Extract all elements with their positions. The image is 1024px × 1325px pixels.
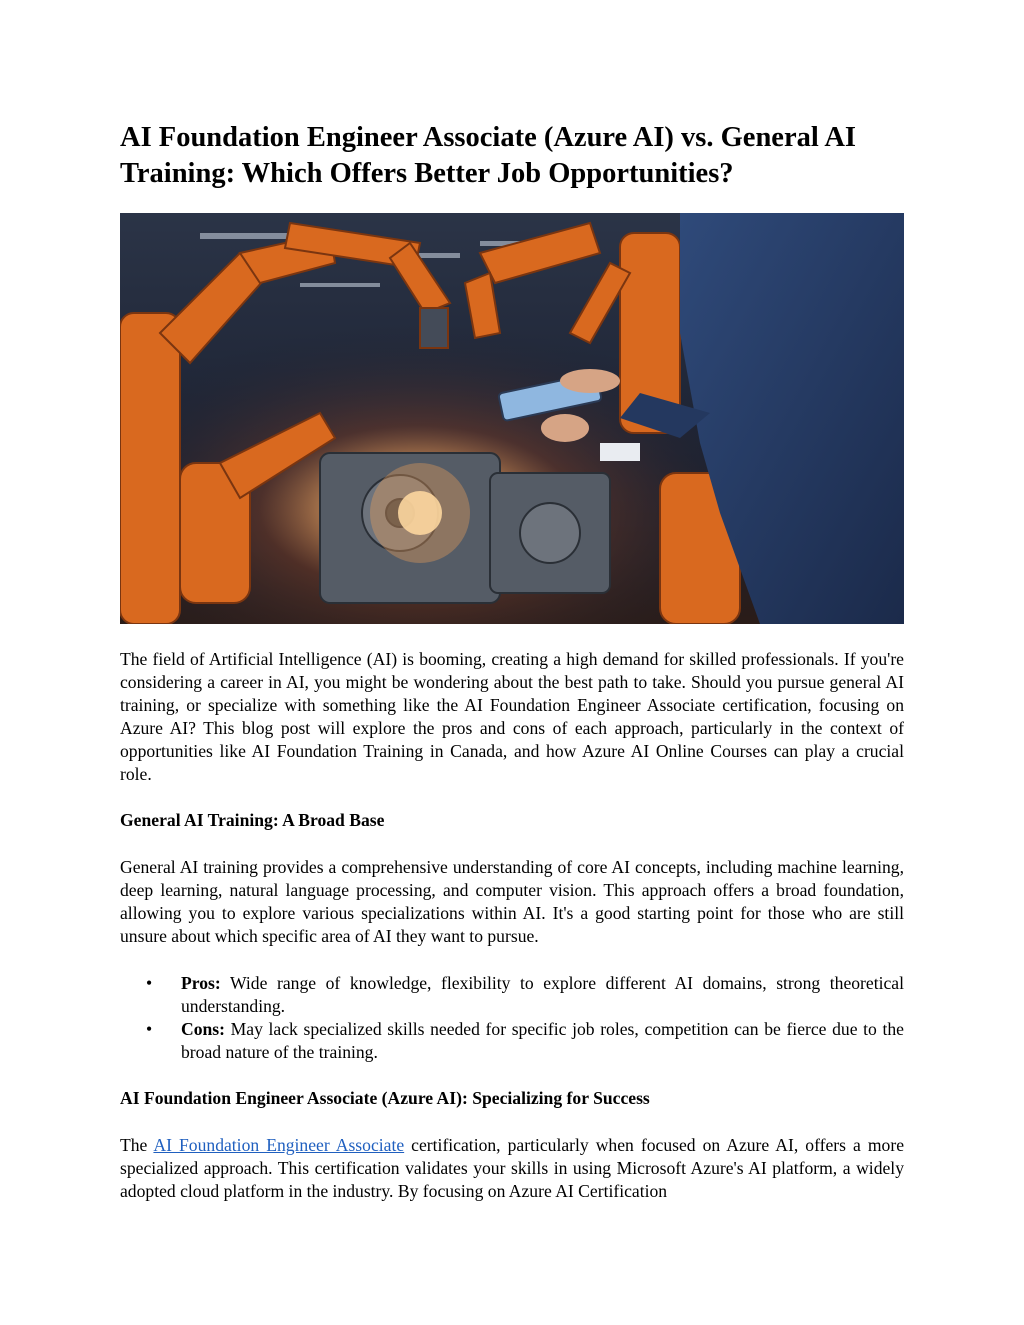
bullet-icon: • (146, 973, 153, 993)
intro-paragraph: The field of Artificial Intelligence (AI) is booming, creating a high demand for skilled professionals. If you're considering a career in AI, you might be wondering about the best path to take. Should you pursue general AI training, or specialize with something like the AI Foundation Engineer Associate certification, focusing on Azure AI? This blog post will explore the pros and cons of each approach, particularly in the context of opportunities like AI Foundation Training in Canada, and how Azure AI Online Courses can play a crucial role. (120, 649, 904, 784)
pros-cons-list (120, 972, 904, 1064)
pros-text: Wide range of knowledge, flexibility to explore different AI domains, strong theoretical understanding. (181, 973, 904, 1016)
pros-label: Pros: (181, 973, 221, 993)
azure-ai-text-prefix: The (120, 1135, 154, 1155)
industrial-robot-arms-photo (120, 213, 904, 624)
ai-foundation-engineer-associate-link[interactable]: AI Foundation Engineer Associate (153, 1135, 405, 1155)
list-item-pros (120, 972, 904, 1018)
section-heading-general-ai: General AI Training: A Broad Base (120, 810, 385, 830)
bullet-icon: • (146, 1019, 153, 1039)
section-heading-azure-ai: AI Foundation Engineer Associate (Azure AI): Specializing for Success (120, 1088, 650, 1108)
azure-ai-text-suffix: certification, particularly when focused on Azure AI, offers a more specialized approach. This certification validates your skills in using Microsoft Azure's AI platform, a widely adopted cloud platform in the industry. By focusing on Azure AI Certification (120, 1135, 905, 1201)
azure-ai-paragraph (120, 1134, 904, 1203)
list-item-cons (120, 1018, 904, 1064)
general-ai-paragraph: General AI training provides a comprehensive understanding of core AI concepts, including machine learning, deep learning, natural language processing, and computer vision. This approach offers a broad foundation, allowing you to explore various specializations within AI. It's a good starting point for those who are still unsure about which specific area of AI they want to pursue. (120, 857, 904, 946)
hero-image (120, 213, 904, 624)
cons-text: May lack specialized skills needed for specific job roles, competition can be fierce due to the broad nature of the training. (181, 1019, 904, 1062)
article-title: AI Foundation Engineer Associate (Azure AI) vs. General AI Training: Which Offers Better Job Opportunities? (120, 122, 857, 189)
cons-label: Cons: (181, 1019, 225, 1039)
